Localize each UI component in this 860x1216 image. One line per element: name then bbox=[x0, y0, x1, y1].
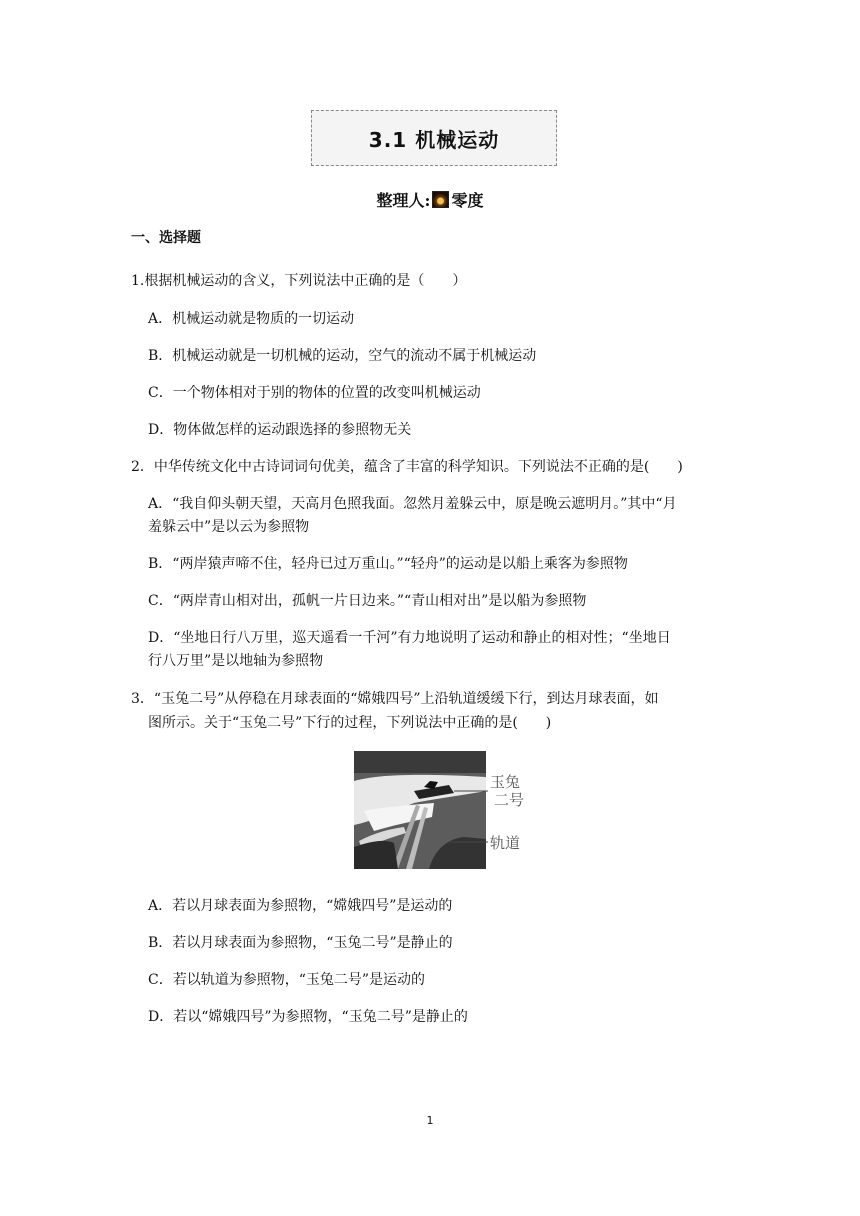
figure-label-track: 轨道 bbox=[490, 834, 521, 852]
question-1-option-a: A．机械运动就是物质的一切运动 bbox=[148, 311, 355, 327]
title-box bbox=[311, 110, 557, 166]
question-1-option-c: C．一个物体相对于别的物体的位置的改变叫机械运动 bbox=[148, 385, 481, 401]
question-1-option-d: D．物体做怎样的运动跟选择的参照物无关 bbox=[148, 422, 412, 438]
question-2-option-d-cont: 行八万里”是以地轴为参照物 bbox=[148, 653, 324, 669]
question-3-option-c: C．若以轨道为参照物，“玉兔二号”是运动的 bbox=[148, 972, 426, 988]
question-1-stem: 1.根据机械运动的含义，下列说法中正确的是（ ） bbox=[131, 273, 467, 289]
organizer-prefix: 整理人: bbox=[376, 191, 431, 210]
organizer-name: 零度 bbox=[451, 191, 484, 210]
question-2-option-a-cont: 羞躲云中”是以云为参照物 bbox=[148, 519, 310, 535]
question-2-option-c: C．“两岸青山相对出，孤帆一片日边来。”“青山相对出”是以船为参照物 bbox=[148, 593, 587, 609]
organizer-line bbox=[0, 188, 860, 211]
question-3-stem-cont: 图所示。关于“玉兔二号”下行的过程，下列说法中正确的是( ) bbox=[148, 715, 552, 731]
question-2-stem: 2．中华传统文化中古诗词词句优美，蕴含了丰富的科学知识。下列说法不正确的是( ) bbox=[131, 459, 683, 475]
question-3-option-b: B．若以月球表面为参照物，“玉兔二号”是静止的 bbox=[148, 935, 453, 951]
figure-label-yutu: 玉兔 bbox=[490, 773, 521, 791]
question-3-stem: 3．“玉兔二号”从停稳在月球表面的“嫦娥四号”上沿轨道缓缓下行，到达月球表面，如 bbox=[131, 691, 659, 707]
question-3-option-a: A．若以月球表面为参照物，“嫦娥四号”是运动的 bbox=[148, 898, 453, 914]
question-2-option-b: B．“两岸猿声啼不住，轻舟已过万重山。”“轻舟”的运动是以船上乘客为参照物 bbox=[148, 556, 628, 572]
question-1-option-b: B．机械运动就是一切机械的运动，空气的流动不属于机械运动 bbox=[148, 348, 537, 364]
page-number: 1 bbox=[426, 1114, 434, 1127]
avatar-icon bbox=[432, 191, 449, 208]
figure-label-erhao: 二号 bbox=[494, 791, 525, 809]
question-2-option-d: D．“坐地日行八万里，巡天遥看一千河”有力地说明了运动和静止的相对性；“坐地日 bbox=[148, 630, 671, 646]
section-heading: 一、选择题 bbox=[131, 230, 201, 246]
yutu-rover-figure bbox=[354, 751, 534, 869]
question-2-option-a: A．“我自仰头朝天望，天高月色照我面。忽然月羞躲云中，原是晚云遮明月。”其中“月 bbox=[148, 496, 677, 512]
page-title: 3.1 机械运动 bbox=[368, 127, 500, 152]
question-3-option-d: D．若以“嫦娥四号”为参照物，“玉兔二号”是静止的 bbox=[148, 1009, 468, 1025]
